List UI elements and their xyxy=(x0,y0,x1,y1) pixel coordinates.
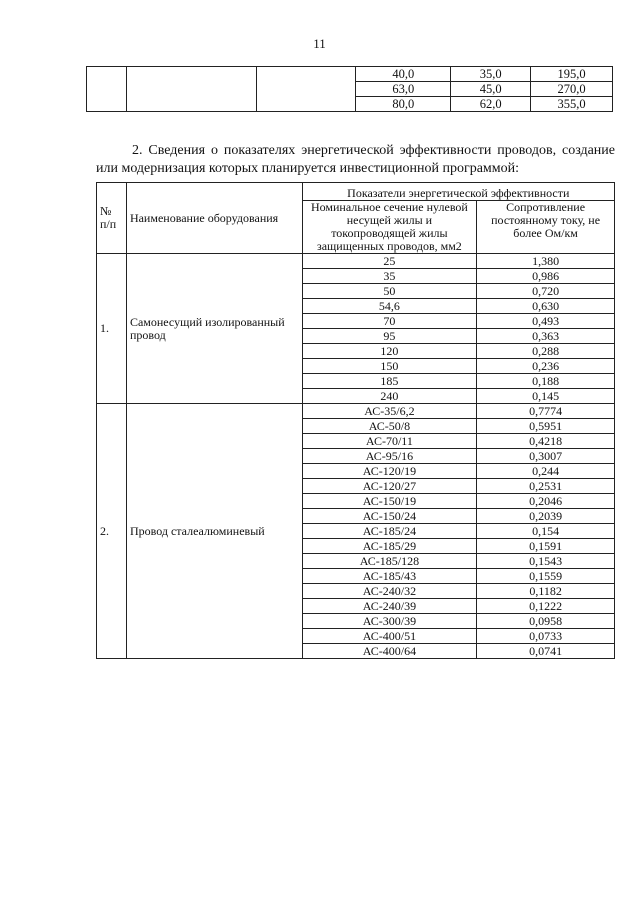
cross-section-cell: АС-150/24 xyxy=(302,509,477,524)
resistance-cell: 0,0741 xyxy=(477,644,615,659)
resistance-cell: 0,7774 xyxy=(477,404,615,419)
resistance-cell: 0,4218 xyxy=(477,434,615,449)
resistance-cell: 0,145 xyxy=(477,389,615,404)
continuation-cell: 45,0 xyxy=(451,82,531,97)
cross-section-cell: 54,6 xyxy=(302,299,477,314)
cross-section-cell: АС-120/19 xyxy=(302,464,477,479)
continuation-cell: 80,0 xyxy=(356,97,451,112)
cross-section-cell: 25 xyxy=(302,254,477,269)
empty-merged-cell xyxy=(256,67,356,112)
resistance-cell: 0,154 xyxy=(477,524,615,539)
header-cross-section: Номинальное сечение нулевой несущей жилы и токопроводящей жилы защищенных проводов, мм2 xyxy=(302,201,477,254)
resistance-cell: 0,236 xyxy=(477,359,615,374)
cross-section-cell: АС-120/27 xyxy=(302,479,477,494)
empty-merged-cell xyxy=(126,67,256,112)
cross-section-cell: АС-95/16 xyxy=(302,449,477,464)
header-equipment-name: Наименование оборудования xyxy=(126,183,302,254)
continuation-cell: 63,0 xyxy=(356,82,451,97)
resistance-cell: 0,1543 xyxy=(477,554,615,569)
cross-section-cell: АС-240/32 xyxy=(302,584,477,599)
continuation-cell: 62,0 xyxy=(451,97,531,112)
resistance-cell: 0,1182 xyxy=(477,584,615,599)
group-number: 1. xyxy=(97,254,127,404)
cross-section-cell: 95 xyxy=(302,329,477,344)
resistance-cell: 0,720 xyxy=(477,284,615,299)
group-equipment-name: Самонесущий изолированный провод xyxy=(126,254,302,404)
cross-section-cell: АС-150/19 xyxy=(302,494,477,509)
cross-section-cell: 120 xyxy=(302,344,477,359)
table-row xyxy=(97,254,615,269)
efficiency-table xyxy=(96,182,615,659)
cross-section-cell: 35 xyxy=(302,269,477,284)
resistance-cell: 0,5951 xyxy=(477,419,615,434)
resistance-cell: 0,630 xyxy=(477,299,615,314)
resistance-cell: 0,2531 xyxy=(477,479,615,494)
resistance-cell: 0,493 xyxy=(477,314,615,329)
resistance-cell: 0,363 xyxy=(477,329,615,344)
resistance-cell: 0,3007 xyxy=(477,449,615,464)
cross-section-cell: 70 xyxy=(302,314,477,329)
cross-section-cell: АС-35/6,2 xyxy=(302,404,477,419)
cross-section-cell: АС-185/24 xyxy=(302,524,477,539)
header-resistance: Сопротивление постоянному току, не более Ом/км xyxy=(477,201,615,254)
group-number: 2. xyxy=(97,404,127,659)
continuation-cell: 270,0 xyxy=(531,82,613,97)
resistance-cell: 0,2046 xyxy=(477,494,615,509)
continuation-table xyxy=(86,66,613,112)
resistance-cell: 0,0733 xyxy=(477,629,615,644)
cross-section-cell: 50 xyxy=(302,284,477,299)
continuation-cell: 35,0 xyxy=(451,67,531,82)
resistance-cell: 0,986 xyxy=(477,269,615,284)
cross-section-cell: АС-240/39 xyxy=(302,599,477,614)
header-efficiency-group: Показатели энергетической эффективности xyxy=(302,183,614,201)
cross-section-cell: АС-400/51 xyxy=(302,629,477,644)
cross-section-cell: 185 xyxy=(302,374,477,389)
cross-section-cell: 150 xyxy=(302,359,477,374)
table-row xyxy=(97,404,615,419)
empty-merged-cell xyxy=(87,67,127,112)
continuation-cell: 40,0 xyxy=(356,67,451,82)
resistance-cell: 1,380 xyxy=(477,254,615,269)
resistance-cell: 0,1591 xyxy=(477,539,615,554)
resistance-cell: 0,1222 xyxy=(477,599,615,614)
resistance-cell: 0,2039 xyxy=(477,509,615,524)
continuation-cell: 355,0 xyxy=(531,97,613,112)
resistance-cell: 0,0958 xyxy=(477,614,615,629)
group-equipment-name: Провод сталеалюминевый xyxy=(126,404,302,659)
header-number: № п/п xyxy=(97,183,127,254)
cross-section-cell: АС-300/39 xyxy=(302,614,477,629)
cross-section-cell: АС-185/128 xyxy=(302,554,477,569)
cross-section-cell: АС-70/11 xyxy=(302,434,477,449)
cross-section-cell: АС-185/43 xyxy=(302,569,477,584)
continuation-row xyxy=(87,67,613,82)
resistance-cell: 0,1559 xyxy=(477,569,615,584)
resistance-cell: 0,188 xyxy=(477,374,615,389)
cross-section-cell: АС-185/29 xyxy=(302,539,477,554)
continuation-cell: 195,0 xyxy=(531,67,613,82)
page-number: 11 xyxy=(313,36,326,51)
cross-section-cell: АС-400/64 xyxy=(302,644,477,659)
resistance-cell: 0,288 xyxy=(477,344,615,359)
cross-section-cell: 240 xyxy=(302,389,477,404)
resistance-cell: 0,244 xyxy=(477,464,615,479)
cross-section-cell: АС-50/8 xyxy=(302,419,477,434)
section-heading: 2. Сведения о показателях энергетической эффективности проводов, создание или модернизация которых планируется инвестиционной программой: xyxy=(96,143,615,176)
